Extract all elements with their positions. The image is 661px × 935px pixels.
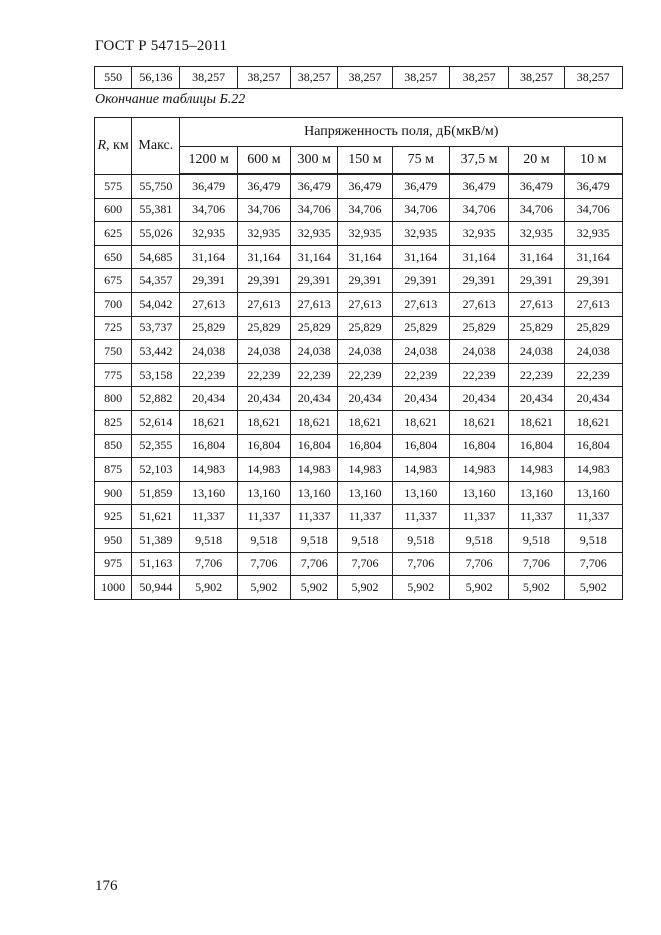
table-cell: 29,391	[237, 269, 290, 293]
table-cell: 22,239	[509, 363, 564, 387]
table-cell: 32,935	[237, 222, 290, 246]
table-row	[95, 481, 623, 505]
table-cell: 54,357	[132, 269, 180, 293]
table-cell: 14,983	[237, 458, 290, 482]
table-cell: 14,983	[180, 458, 237, 482]
table-cell: 875	[95, 458, 132, 482]
table-row	[95, 269, 623, 293]
table-cell: 7,706	[338, 552, 392, 576]
table-cell: 18,621	[392, 410, 449, 434]
table-cell: 7,706	[449, 552, 508, 576]
table-cell: 20,434	[564, 387, 622, 411]
table-cell: 55,381	[132, 198, 180, 222]
table-cell: 24,038	[291, 340, 338, 364]
table-cell: 25,829	[509, 316, 564, 340]
table-cell: 9,518	[449, 528, 508, 552]
table-cell: 650	[95, 245, 132, 269]
table-cell: 5,902	[509, 576, 564, 600]
table-cell: 31,164	[392, 245, 449, 269]
table-cell: 32,935	[509, 222, 564, 246]
column-header-height: 20 м	[509, 147, 564, 175]
table-cell: 52,882	[132, 387, 180, 411]
table-cell: 7,706	[392, 552, 449, 576]
table-row	[95, 434, 623, 458]
table-cell: 9,518	[509, 528, 564, 552]
table-cell: 31,164	[180, 245, 237, 269]
table-cell: 53,737	[132, 316, 180, 340]
table-cell: 32,935	[338, 222, 392, 246]
table-cell: 36,479	[291, 174, 338, 198]
table-cell: 13,160	[180, 481, 237, 505]
table-cell: 38,257	[392, 67, 449, 89]
table-cell: 24,038	[449, 340, 508, 364]
table-cell: 18,621	[291, 410, 338, 434]
table-cell: 5,902	[564, 576, 622, 600]
table-cell: 14,983	[564, 458, 622, 482]
table-cell: 25,829	[338, 316, 392, 340]
table-cell: 24,038	[237, 340, 290, 364]
table-cell: 31,164	[564, 245, 622, 269]
table-cell: 14,983	[291, 458, 338, 482]
table-cell: 13,160	[237, 481, 290, 505]
table-cell: 27,613	[237, 292, 290, 316]
table-cell: 550	[95, 67, 132, 89]
table-cell: 850	[95, 434, 132, 458]
table-cell: 625	[95, 222, 132, 246]
table-cell: 20,434	[291, 387, 338, 411]
table-cell: 36,479	[564, 174, 622, 198]
table-cell: 24,038	[509, 340, 564, 364]
table-cell: 22,239	[237, 363, 290, 387]
table-cell: 13,160	[392, 481, 449, 505]
table-cell: 27,613	[564, 292, 622, 316]
table-cell: 16,804	[564, 434, 622, 458]
table-cell: 36,479	[509, 174, 564, 198]
table-caption: Окончание таблицы Б.22	[95, 92, 246, 107]
table-cell: 27,613	[449, 292, 508, 316]
table-cell: 51,859	[132, 481, 180, 505]
table-cell: 25,829	[291, 316, 338, 340]
table-cell: 725	[95, 316, 132, 340]
table-cell: 11,337	[392, 505, 449, 529]
table-cell: 7,706	[509, 552, 564, 576]
column-header-height: 600 м	[237, 147, 290, 175]
table-cell: 22,239	[449, 363, 508, 387]
table-cell: 29,391	[392, 269, 449, 293]
table-cell: 24,038	[564, 340, 622, 364]
table-cell: 20,434	[449, 387, 508, 411]
table-row	[95, 387, 623, 411]
table-cell: 14,983	[449, 458, 508, 482]
table-row	[95, 340, 623, 364]
table-cell: 9,518	[564, 528, 622, 552]
table-cell: 20,434	[237, 387, 290, 411]
table-cell: 34,706	[449, 198, 508, 222]
table-cell: 1000	[95, 576, 132, 600]
table-row	[95, 292, 623, 316]
table-cell: 53,442	[132, 340, 180, 364]
table-cell: 36,479	[392, 174, 449, 198]
table-row	[95, 363, 623, 387]
table-cell: 55,750	[132, 174, 180, 198]
table-cell: 22,239	[392, 363, 449, 387]
table-cell: 38,257	[449, 67, 508, 89]
table-row	[95, 198, 623, 222]
table-cell: 5,902	[338, 576, 392, 600]
table-row	[95, 552, 623, 576]
table-cell: 25,829	[564, 316, 622, 340]
table-cell: 13,160	[291, 481, 338, 505]
table-cell: 29,391	[291, 269, 338, 293]
table-cell: 13,160	[338, 481, 392, 505]
table-cell: 32,935	[564, 222, 622, 246]
table-cell: 14,983	[392, 458, 449, 482]
column-header-height: 300 м	[291, 147, 338, 175]
table-cell: 18,621	[509, 410, 564, 434]
table-cell: 25,829	[180, 316, 237, 340]
table-cell: 18,621	[237, 410, 290, 434]
table-cell: 22,239	[180, 363, 237, 387]
table-row	[95, 67, 623, 89]
table-cell: 18,621	[338, 410, 392, 434]
table-row	[95, 316, 623, 340]
table-cell: 750	[95, 340, 132, 364]
table-cell: 9,518	[338, 528, 392, 552]
table-cell: 38,257	[180, 67, 237, 89]
table-cell: 5,902	[291, 576, 338, 600]
table-cell: 7,706	[180, 552, 237, 576]
table-cell: 32,935	[449, 222, 508, 246]
table-cell: 20,434	[392, 387, 449, 411]
table-cell: 13,160	[509, 481, 564, 505]
table-cell: 38,257	[237, 67, 290, 89]
table-cell: 38,257	[291, 67, 338, 89]
table-cell: 11,337	[564, 505, 622, 529]
table-cell: 5,902	[237, 576, 290, 600]
table-cell: 600	[95, 198, 132, 222]
table-cell: 11,337	[291, 505, 338, 529]
table-cell: 9,518	[180, 528, 237, 552]
column-group-header: Напряженность поля, дБ(мкВ/м)	[180, 118, 623, 147]
table-cell: 11,337	[338, 505, 392, 529]
table-cell: 36,479	[338, 174, 392, 198]
table-cell: 38,257	[338, 67, 392, 89]
table-body	[95, 174, 623, 599]
column-header-height: 10 м	[564, 147, 622, 175]
table-cell: 32,935	[291, 222, 338, 246]
data-table	[94, 117, 623, 600]
table-cell: 14,983	[338, 458, 392, 482]
table-cell: 29,391	[449, 269, 508, 293]
table-cell: 52,614	[132, 410, 180, 434]
table-cell: 775	[95, 363, 132, 387]
table-cell: 29,391	[338, 269, 392, 293]
table-cell: 20,434	[509, 387, 564, 411]
table-cell: 34,706	[338, 198, 392, 222]
table-cell: 31,164	[237, 245, 290, 269]
table-cell: 18,621	[449, 410, 508, 434]
table-cell: 36,479	[237, 174, 290, 198]
table-cell: 575	[95, 174, 132, 198]
table-cell: 7,706	[237, 552, 290, 576]
table-cell: 31,164	[509, 245, 564, 269]
table-cell: 16,804	[338, 434, 392, 458]
table-cell: 7,706	[291, 552, 338, 576]
previous-table-last-row	[94, 66, 623, 89]
table-cell: 24,038	[338, 340, 392, 364]
table-cell: 29,391	[564, 269, 622, 293]
table-cell: 27,613	[180, 292, 237, 316]
table-cell: 22,239	[291, 363, 338, 387]
table-cell: 11,337	[449, 505, 508, 529]
table-cell: 34,706	[509, 198, 564, 222]
table-cell: 51,621	[132, 505, 180, 529]
table-cell: 38,257	[509, 67, 564, 89]
table-cell: 900	[95, 481, 132, 505]
table-cell: 34,706	[237, 198, 290, 222]
table-cell: 52,103	[132, 458, 180, 482]
column-header-height: 1200 м	[180, 147, 237, 175]
table-cell: 55,026	[132, 222, 180, 246]
table-row	[95, 528, 623, 552]
table-cell: 16,804	[237, 434, 290, 458]
table-cell: 16,804	[449, 434, 508, 458]
table-cell: 56,136	[132, 67, 180, 89]
table-cell: 51,163	[132, 552, 180, 576]
table-cell: 16,804	[291, 434, 338, 458]
page-number: 176	[95, 878, 118, 894]
column-header-max: Макс.	[132, 118, 180, 175]
table-cell: 9,518	[392, 528, 449, 552]
table-cell: 52,355	[132, 434, 180, 458]
table-cell: 18,621	[564, 410, 622, 434]
table-cell: 38,257	[564, 67, 622, 89]
table-cell: 950	[95, 528, 132, 552]
table-cell: 675	[95, 269, 132, 293]
table-cell: 9,518	[291, 528, 338, 552]
table-cell: 34,706	[180, 198, 237, 222]
table-row	[95, 576, 623, 600]
table-cell: 825	[95, 410, 132, 434]
column-header-height: 75 м	[392, 147, 449, 175]
table-cell: 14,983	[509, 458, 564, 482]
table-cell: 20,434	[338, 387, 392, 411]
table-cell: 34,706	[392, 198, 449, 222]
table-cell: 13,160	[564, 481, 622, 505]
document-header: ГОСТ Р 54715–2011	[95, 38, 228, 54]
table-cell: 25,829	[392, 316, 449, 340]
table-cell: 16,804	[392, 434, 449, 458]
table-cell: 51,389	[132, 528, 180, 552]
table-cell: 800	[95, 387, 132, 411]
table-cell: 9,518	[237, 528, 290, 552]
table-cell: 54,685	[132, 245, 180, 269]
column-header-height: 37,5 м	[449, 147, 508, 175]
table-cell: 22,239	[564, 363, 622, 387]
table-cell: 11,337	[509, 505, 564, 529]
table-cell: 32,935	[180, 222, 237, 246]
table-cell: 34,706	[291, 198, 338, 222]
table-cell: 16,804	[180, 434, 237, 458]
table-row	[95, 505, 623, 529]
table-cell: 54,042	[132, 292, 180, 316]
table-cell: 36,479	[180, 174, 237, 198]
column-header-distance: R, км	[95, 118, 132, 175]
table-cell: 53,158	[132, 363, 180, 387]
table-cell: 16,804	[509, 434, 564, 458]
table-row	[95, 174, 623, 198]
table-cell: 11,337	[237, 505, 290, 529]
table-cell: 7,706	[564, 552, 622, 576]
table-row	[95, 410, 623, 434]
table-cell: 32,935	[392, 222, 449, 246]
table-cell: 31,164	[338, 245, 392, 269]
table-cell: 27,613	[509, 292, 564, 316]
table-cell: 24,038	[392, 340, 449, 364]
table-cell: 27,613	[392, 292, 449, 316]
table-cell: 34,706	[564, 198, 622, 222]
table-row	[95, 222, 623, 246]
table-cell: 925	[95, 505, 132, 529]
table-cell: 20,434	[180, 387, 237, 411]
table-cell: 31,164	[449, 245, 508, 269]
table-cell: 25,829	[449, 316, 508, 340]
table-cell: 11,337	[180, 505, 237, 529]
table-cell: 18,621	[180, 410, 237, 434]
table-cell: 31,164	[291, 245, 338, 269]
table-cell: 13,160	[449, 481, 508, 505]
table-cell: 27,613	[338, 292, 392, 316]
table-cell: 50,944	[132, 576, 180, 600]
table-cell: 5,902	[392, 576, 449, 600]
table-cell: 975	[95, 552, 132, 576]
table-cell: 5,902	[180, 576, 237, 600]
table-cell: 700	[95, 292, 132, 316]
table-row	[95, 245, 623, 269]
table-cell: 29,391	[180, 269, 237, 293]
table-row	[95, 458, 623, 482]
table-cell: 25,829	[237, 316, 290, 340]
table-cell: 24,038	[180, 340, 237, 364]
table-cell: 27,613	[291, 292, 338, 316]
column-header-height: 150 м	[338, 147, 392, 175]
table-cell: 36,479	[449, 174, 508, 198]
table-cell: 22,239	[338, 363, 392, 387]
table-cell: 29,391	[509, 269, 564, 293]
table-cell: 5,902	[449, 576, 508, 600]
